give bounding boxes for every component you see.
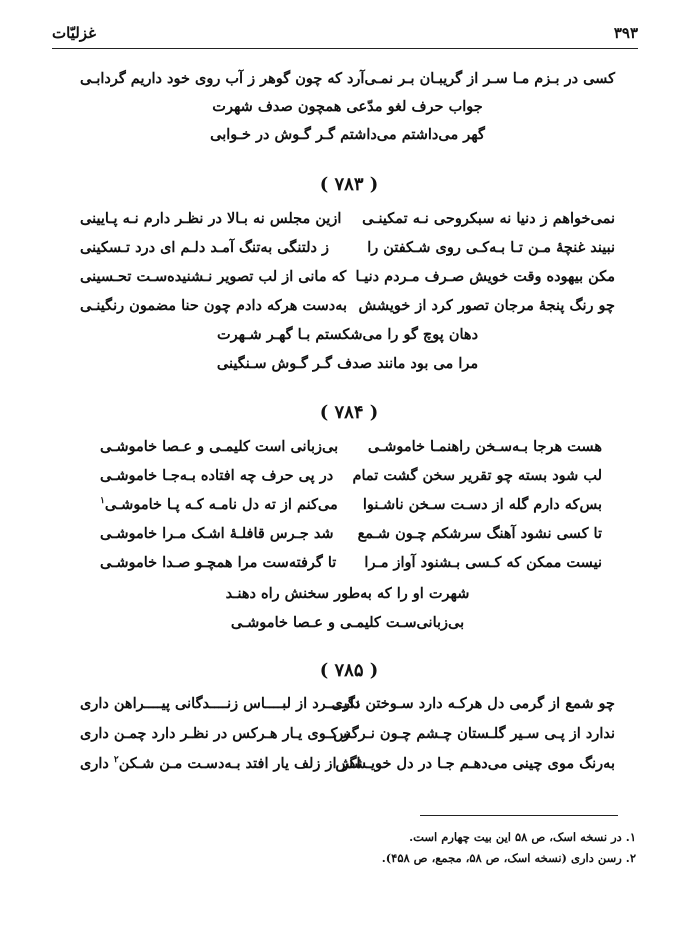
hemistich-first: بس‌که دارم گله از دسـت سـخن ناشـنوا <box>362 496 602 513</box>
verse-line <box>100 438 602 462</box>
final-verse-second: بی‌زبانی‌سـت کلیمـی و عـصا خاموشـی <box>230 614 465 631</box>
verse-line <box>80 755 615 779</box>
ghazal-number-784: ( ۷۸۴ ) <box>319 402 379 423</box>
section-title: غزلیّات <box>52 24 96 42</box>
hemistich-second <box>80 755 361 772</box>
footnote-rule <box>420 815 618 816</box>
verse-line <box>100 496 602 520</box>
hemistich-second <box>100 496 338 513</box>
footnote-1: ۱. در نسخه اسک، ص ۵۸ این بیت چهارم است. <box>409 830 636 844</box>
hemistich-first: نبیند غنچهٔ مـن تـا بـه‌کـی روی شـکفتن را <box>367 239 615 256</box>
hemistich-first: نیست ممکن که کـسی بـشنود آواز مـرا <box>364 554 602 571</box>
verse-line <box>100 525 602 549</box>
footnote-marker: ۲ <box>113 755 119 766</box>
verse-line <box>80 70 615 94</box>
final-verse-first: جواب حرف لغو مدّعی همچون صدف شهرت <box>212 98 483 115</box>
hemistich-first: کسی در بـزم مـا سـر از گریبـان بـر نمـی‌آرد <box>346 70 615 87</box>
hemistich-first: به‌رنگ موی چینی می‌دهـم جـا در دل خویـشش <box>335 755 615 772</box>
hemistich-second: نگیــــرد از لبــــاس زنــــدگانی پیــــراهن داری <box>80 695 361 712</box>
hemistich-first: هست هرجا بـه‌سـخن راهنمـا خاموشـی <box>367 438 602 455</box>
hemistich-second: که مانی از لب تصویر نـشنیده‌سـت تحـسینی <box>80 268 347 285</box>
hemistich-first: لب شود بسته چو تقریر سخن گشت تمام <box>352 467 602 484</box>
hemistich-second: ز کـوی یـار هـرکس در نظـر دارد چمـن داری <box>80 725 350 742</box>
hemistich-first: تا کسی نشود آهنگ سرشکم چـون شـمع <box>357 525 602 542</box>
hemistich-text: می‌کنم از ته دل نامـه کـه پـا خاموشـی <box>104 496 338 513</box>
hemistich-first: نمی‌خواهم ز دنیا نه سبکروحی نـه تمکینـی <box>362 210 615 227</box>
final-verse-first: شهرت او را که به‌طور سخنش راه دهنـد <box>225 585 470 602</box>
verse-line <box>80 239 615 263</box>
hemistich-second: به‌دست هرکه دادم چون حنا مضمون رنگینـی <box>80 297 348 314</box>
verse-line <box>80 297 615 321</box>
hemistich-first: مکن بیهوده وقت خویش صـرف مـردم دنیـا <box>355 268 615 285</box>
verse-line <box>100 554 602 578</box>
hemistich-second: شد جـرس قافلـهٔ اشـک مـرا خاموشـی <box>100 525 334 542</box>
hemistich-first: چو رنگ پنجهٔ مرجان تصور کرد از خویشش <box>358 297 615 314</box>
hemistich-tail: داری <box>80 755 114 772</box>
ghazal-number-783: ( ۷۸۳ ) <box>319 174 379 195</box>
hemistich-second: ز دلتنگی به‌تنگ آمـد دلـم ای درد تـسکینی <box>80 239 330 256</box>
footnote-2: ۲. رسن داری (نسخه اسک، ص ۵۸، مجمع، ص ۴۵۸). <box>381 851 636 865</box>
page-number: ۳۹۳ <box>613 24 638 42</box>
hemistich-second: ازین مجلس نه بـالا در نظـر دارم نـه پـایینی <box>80 210 342 227</box>
hemistich-second: تا گرفته‌ست مرا همچـو صـدا خاموشـی <box>100 554 337 571</box>
hemistich-first: ندارد از پـی سـیر گلـستان چـشم چـون نـرگس <box>333 725 615 742</box>
verse-line <box>80 695 615 719</box>
hemistich-first: چو شمع از گرمی دل هرکـه دارد سـوختن داری <box>331 695 615 712</box>
final-verse-first: دهان پوچ گو را می‌شکستم بـا گهـر شـهرت <box>216 326 479 343</box>
hemistich-second: در پی حرف چه افتاده بـه‌جـا خاموشـی <box>100 467 334 484</box>
hemistich-second: بی‌زبانی است کلیمـی و عـصا خاموشـی <box>100 438 339 455</box>
verse-line <box>100 467 602 491</box>
final-verse-second: گهر می‌داشتم می‌داشتم گـر گـوش در خـوابی <box>210 126 485 143</box>
footnote-marker: ۱ <box>100 496 105 507</box>
verse-line <box>80 268 615 292</box>
hemistich-text: اگر از زلف یار افتد بـه‌دسـت مـن شـکن <box>118 755 361 772</box>
running-header <box>52 20 638 49</box>
final-verse-second: مرا می بود مانند صدف گـر گـوش سـنگینی <box>216 355 479 372</box>
verse-line <box>80 725 615 749</box>
hemistich-second: که چون گوهر ز آب روی خود داریم گردابـی <box>80 70 343 87</box>
verse-line <box>80 210 615 234</box>
ghazal-number-785: ( ۷۸۵ ) <box>319 660 379 681</box>
